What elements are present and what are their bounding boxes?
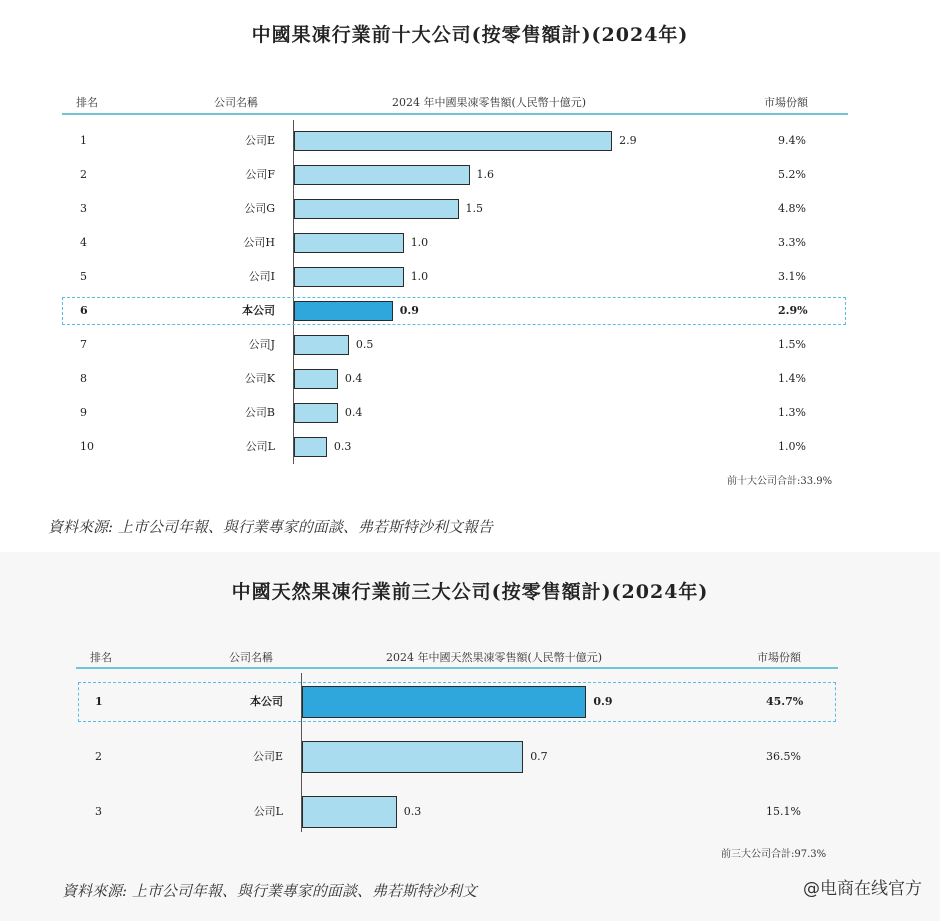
bar [302,686,586,718]
bar [302,741,523,773]
bar-value-label: 1.5 [465,201,484,215]
company-label: 本公司 [242,303,275,317]
bar-value-label: 1.6 [476,167,495,181]
bar-value-label: 0.4 [344,405,363,419]
header-rank: 排名 [76,96,98,109]
bar [294,437,327,457]
bar-value-label: 0.9 [399,303,419,317]
rank-label: 3 [95,805,102,818]
rank-label: 9 [80,405,87,419]
watermark: @电商在线官方 [803,879,922,899]
rank-label: 2 [80,167,87,181]
bar [294,267,404,287]
market-share-label: 1.0% [778,439,806,453]
header-rule [76,667,838,669]
bar-value-label: 0.7 [530,750,548,763]
header-share: 市場份額 [757,651,801,664]
rank-label: 4 [80,235,87,249]
company-label: 本公司 [250,695,283,708]
company-label: 公司E [244,133,275,147]
header-sales: 2024 年中國果凍零售額(人民幣十億元) [392,96,587,109]
rank-label: 1 [80,133,87,147]
header-rule [62,113,848,115]
market-share-label: 45.7% [766,695,804,708]
rank-label: 10 [80,439,94,453]
bar [294,335,349,355]
chart-title: 中國果凍行業前十大公司(按零售額計)(2024年) [251,24,689,46]
market-share-label: 3.1% [778,269,806,283]
company-label: 公司G [244,201,275,215]
market-share-label: 5.2% [778,167,806,181]
header-sales: 2024 年中國天然果凍零售額(人民幣十億元) [386,651,603,664]
header-company: 公司名稱 [214,96,258,109]
total-share: 前三大公司合計:97.3% [721,849,827,860]
company-label: 公司E [252,750,283,763]
company-label: 公司K [244,371,275,385]
bar-value-label: 2.9 [619,133,637,147]
bar [294,165,470,185]
market-share-label: 1.5% [778,337,806,351]
market-share-label: 9.4% [778,133,806,147]
market-share-label: 4.8% [778,201,806,215]
bar-value-label: 1.0 [410,235,429,249]
market-share-label: 1.4% [778,371,806,385]
bar [294,199,459,219]
rank-label: 5 [80,269,87,283]
market-share-label: 3.3% [778,235,806,249]
header-rank: 排名 [90,651,112,664]
company-label: 公司I [248,269,275,283]
bar [294,301,393,321]
bar-value-label: 0.3 [403,805,422,818]
bar-value-label: 0.5 [355,337,374,351]
market-share-label: 2.9% [778,303,808,317]
bar [302,796,397,828]
bar [294,233,404,253]
company-label: 公司F [245,167,275,181]
header-share: 市場份額 [764,96,808,109]
bar [294,131,612,151]
company-label: 公司L [245,439,275,453]
source-note: 資料來源: 上市公司年報、與行業專家的面談、弗若斯特沙利文 [62,882,477,900]
company-label: 公司B [244,405,275,419]
bar-value-label: 1.0 [410,269,429,283]
rank-label: 7 [80,337,87,351]
rank-label: 6 [80,303,88,317]
company-label: 公司J [248,337,275,351]
market-share-label: 36.5% [766,750,801,763]
market-share-label: 1.3% [778,405,806,419]
company-label: 公司L [253,805,283,818]
bar-value-label: 0.9 [593,695,613,708]
bar [294,403,338,423]
rank-label: 3 [80,201,87,215]
total-share: 前十大公司合計:33.9% [727,476,833,487]
market-share-label: 15.1% [766,805,801,818]
rank-label: 1 [95,695,103,708]
bar [294,369,338,389]
rank-label: 2 [95,750,102,763]
source-note: 資料來源: 上市公司年報、與行業專家的面談、弗若斯特沙利文報告 [48,518,493,536]
bar-value-label: 0.4 [344,371,363,385]
chart-panel-top-three [0,552,940,921]
chart-title: 中國天然果凍行業前三大公司(按零售額計)(2024年) [231,581,709,603]
rank-label: 8 [80,371,87,385]
header-company: 公司名稱 [229,651,273,664]
bar-value-label: 0.3 [333,439,352,453]
company-label: 公司H [243,235,275,249]
